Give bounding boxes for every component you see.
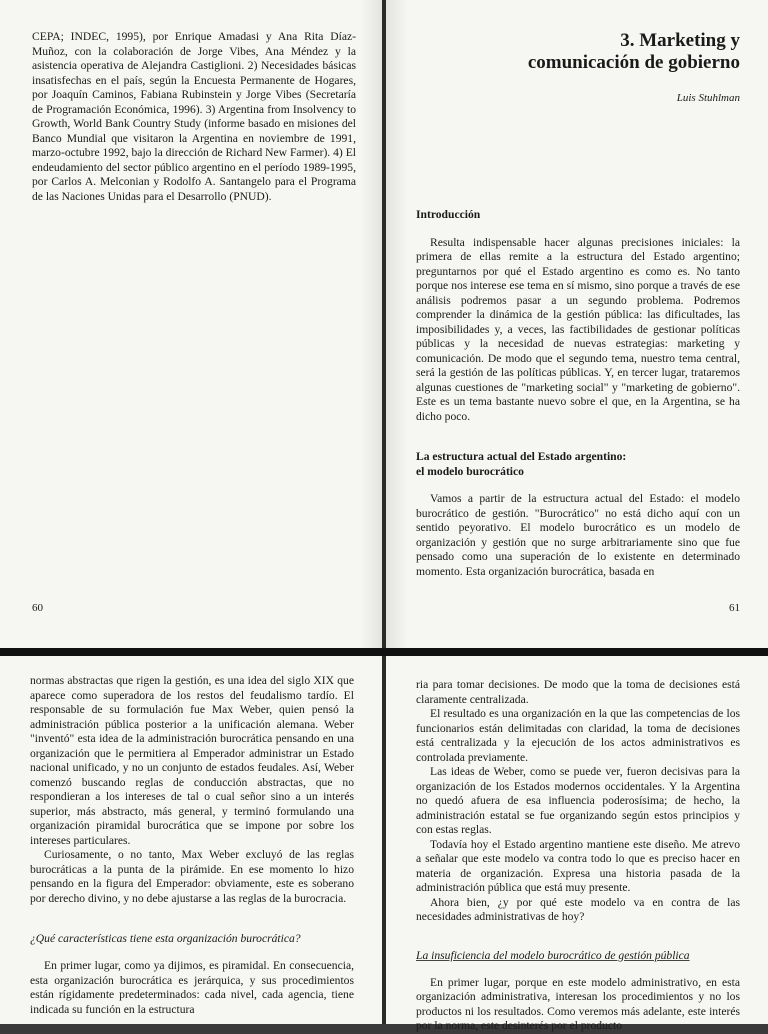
paragraph: En primer lugar, porque en este modelo administrativo, en esta organización administrativa, interesan los procedimientos y no los productos ni los resultados. Como veremos más adelante, este interés por la norma, este desinterés por el producto: [416, 975, 740, 1032]
structure-paragraph: Vamos a partir de la estructura actual del Estado: el modelo burocrático de gestión. "Burocrático" no está dicho aquí con un sentido peyorativo. El modelo burocrático es un modelo de organización y gestión que no surge arbitrariamente sino que fue pensado como una superación de lo existente en determinado momento. Esta organización burocrática, basada en: [416, 492, 740, 578]
chapter-author: Luis Stuhlman: [676, 92, 740, 104]
section-heading-introduction: Introducción: [416, 208, 481, 221]
gutter-shadow: [386, 0, 408, 648]
footnote-continuation: CEPA; INDEC, 1995), por Enrique Amadasi y Ana Rita Díaz-Muñoz, con la colaboración de Jorge Vibes, Ana Méndez y la asistencia operativa de Alejandra Castiglioni. 2) Necesidades básicas insatisfechas en el país, según la Encuesta Permanente de Hogares, por Joaquín Caminos, Fabiana Rubinstein y Jorge Vibes (Secretaría de Programación Económica, 1996). 3) Argentina from Insolvency to Growth, World Bank Country Study (informe basado en misiones del Banco Mundial que visitaron la Argentina en noviembre de 1991, marzo-octubre 1992, bajo la dirección de Richard New Farmer). 4) El endeudamiento del sector público argentino en el período 1989-1995, por Carlos A. Melconian y Rodolfo A. Santangelo para el Programa de las Naciones Unidas para el Desarrollo (PNUD).: [32, 30, 356, 203]
page-bottom-right: [386, 656, 768, 1032]
paragraph: ria para tomar decisiones. De modo que la toma de decisiones está claramente centralizada.: [416, 678, 740, 706]
section-heading-structure-line1: La estructura actual del Estado argentino:: [416, 450, 627, 463]
page-number: 61: [729, 602, 740, 614]
paragraph: En primer lugar, como ya dijimos, es piramidal. En consecuencia, esta organización burocrática es jerárquica, y sus procedimientos están rígidamente predeterminados: cada nivel, cada agencia, tiene indicada su función en la estructura: [30, 959, 354, 1016]
paragraph: normas abstractas que rigen la gestión, es una idea del siglo XIX que aparece como superadora de los restos del feudalismo tardío. El responsable de su formulación fue Max Weber, quien pensó la administración pública posterior a la unificación alemana. Weber "inventó" esta idea de la administración burocrática pensando en una organización que le permitiera al Emperador administrar un Estado nacional unificado, y no un conjunto de estados feudales. Así, Weber comenzó buscando reglas de conducción abstractas, que no respondieran a los intereses de tal o cual señor sino a un interés superior, más abstracto, más general, y terminó formulando una organización piramidal burocrática que se impone por sobre los intereses particulares.: [30, 674, 354, 847]
book-gutter: [382, 0, 386, 1024]
paragraph: Curiosamente, o no tanto, Max Weber excluyó de las reglas burocráticas a la punta de la pirámide. En ese momento lo hizo pensando en la figura del Emperador: obviamente, este es soberano por derecho divino, y no debe ajustarse a las reglas de la burocracia.: [30, 848, 354, 905]
page-number: 60: [32, 602, 43, 614]
section-heading: La insuficiencia del modelo burocrático de gestión pública: [416, 948, 690, 962]
section-heading-structure-line2: el modelo burocrático: [416, 464, 524, 478]
page-bottom-left: [0, 656, 382, 1024]
page-60: [0, 0, 382, 648]
question-heading: ¿Qué características tiene esta organización burocrática?: [30, 932, 301, 945]
paragraph: Todavía hoy el Estado argentino mantiene este diseño. Me atrevo a señalar que este modelo va contra todo lo que es preciso hacer en materia de organización. Expresa una historia pasada de la administración pública que está muy presente.: [416, 837, 740, 894]
paragraph: El resultado es una organización en la que las competencias de los funcionarios están delimitadas con claridad, la toma de decisiones está centralizada y la ejecución de los actos administrativos es controlada previamente.: [416, 707, 740, 764]
paragraph: Las ideas de Weber, como se puede ver, fueron decisivas para la organización de los Estados modernos occidentales. Y la Argentina no quedó afuera de esa influencia poderosísima; de hecho, la administración estatal se fue organizando según estos principios y con estas reglas.: [416, 765, 740, 836]
gutter-shadow: [360, 0, 382, 648]
introduction-paragraph: Resulta indispensable hacer algunas precisiones iniciales: la primera de ellas remite a la estructura del Estado argentino; preguntarnos por qué el Estado argentino es como es. No tanto porque nos interese ese tema en sí mismo, sino porque a través de ese análisis podremos pasar a un segundo problema. Podremos comprender la dinámica de la gestión pública: las dificultades, las imposibilidades y, a veces, las factibilidades de gestionar políticas públicas y la necesidad de nuevas estrategias: marketing y comunicación. De modo que el segundo tema, nuestro tema central, será la gestión de las políticas públicas. Y, en tercer lugar, trataremos algunas cuestiones de "marketing social" y "marketing de gobierno". Este es un tema bastante nuevo sobre el que, en la Argentina, se ha dicho poco.: [416, 235, 740, 423]
chapter-title: 3. Marketing y comunicación de gobierno: [527, 30, 740, 73]
page-61: [386, 0, 768, 648]
paragraph: Ahora bien, ¿y por qué este modelo va en contra de las necesidades administrativas de hoy?: [416, 895, 740, 923]
scan-divider: [0, 648, 768, 656]
